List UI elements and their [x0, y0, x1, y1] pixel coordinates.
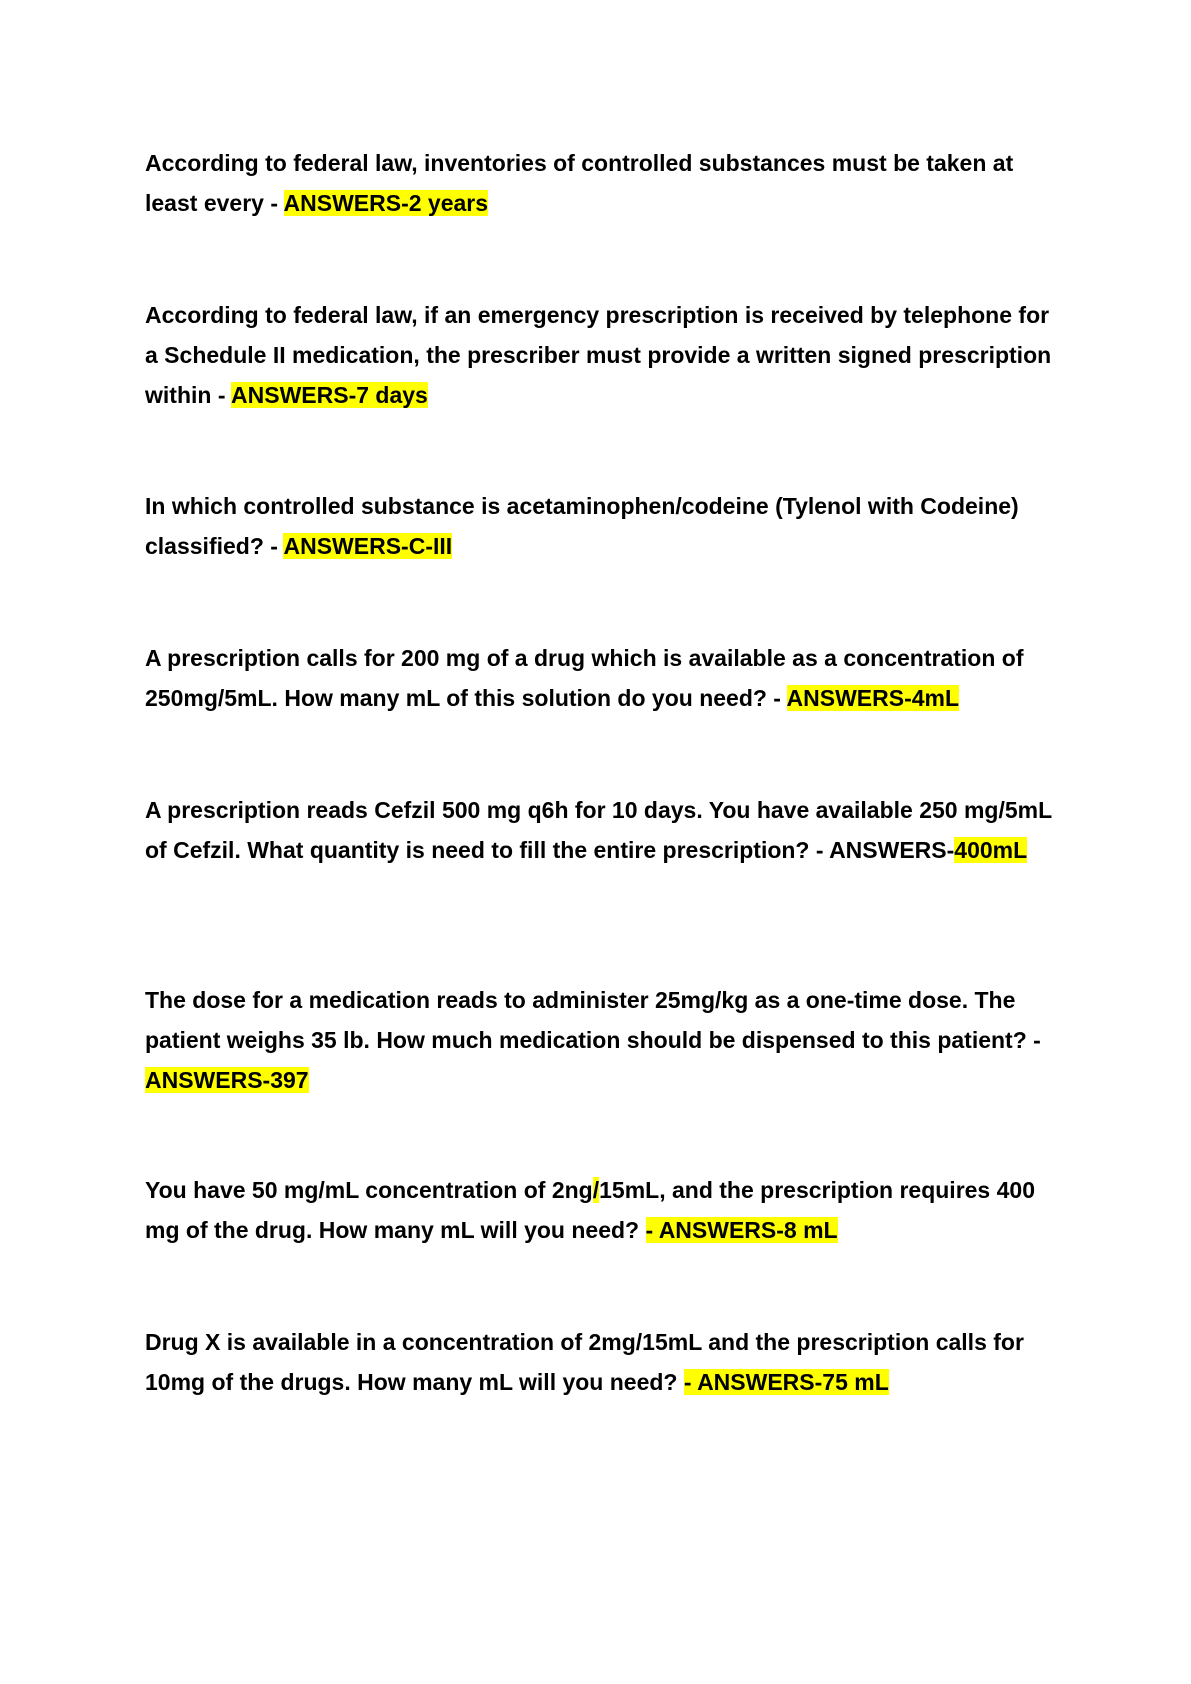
question-text: According to federal law, if an emergency prescription is received by telephone for a Schedule II medication, the prescriber must provide a written signed prescription within - [145, 302, 1052, 408]
highlighted-slash: / [592, 1177, 600, 1203]
qa-item [145, 790, 1065, 870]
question-text: The dose for a medication reads to administer 25mg/kg as a one-time dose. The patient weighs 35 lb. How much medication should be dispensed to this patient? - [145, 987, 1041, 1053]
qa-item [145, 638, 1065, 718]
qa-item [145, 980, 1065, 1100]
question-text: In which controlled substance is acetaminophen/codeine (Tylenol with Codeine) classified? - [145, 493, 1019, 559]
question-text: According to federal law, inventories of controlled substances must be taken at least every - [145, 150, 1014, 216]
qa-item [145, 295, 1065, 415]
qa-item [145, 143, 1065, 223]
answer-highlight: ANSWERS-2 years [283, 190, 489, 216]
qa-item [145, 486, 1065, 566]
answer-highlight: 400mL [954, 837, 1028, 863]
answer-highlight: - ANSWERS-75 mL [683, 1369, 889, 1395]
question-text: Drug X is available in a concentration of 2mg/15mL and the prescription calls for 10mg of the drugs. How many mL will you need? [145, 1329, 1024, 1395]
question-text-end: 15mL, and the prescription requires 400 mg of the drug. How many mL will you need? [145, 1177, 1035, 1243]
question-text-start: You have 50 mg/mL concentration of 2ng [145, 1177, 593, 1203]
answer-highlight: ANSWERS-4mL [786, 685, 960, 711]
answer-highlight: ANSWERS-7 days [231, 382, 428, 408]
question-text: A prescription calls for 200 mg of a drug which is available as a concentration of 250mg/5mL. How many mL of this solution do you need? - [145, 645, 1024, 711]
qa-item [145, 1170, 1065, 1250]
answer-highlight: ANSWERS-397 [145, 1067, 309, 1093]
qa-item [145, 1322, 1065, 1402]
question-text: A prescription reads Cefzil 500 mg q6h for 10 days. You have available 250 mg/5mL of Cefzil. What quantity is need to fill the entire prescription? - ANSWERS- [145, 797, 1052, 863]
answer-highlight: - ANSWERS-8 mL [645, 1217, 838, 1243]
answer-highlight: ANSWERS-C-III [283, 533, 453, 559]
